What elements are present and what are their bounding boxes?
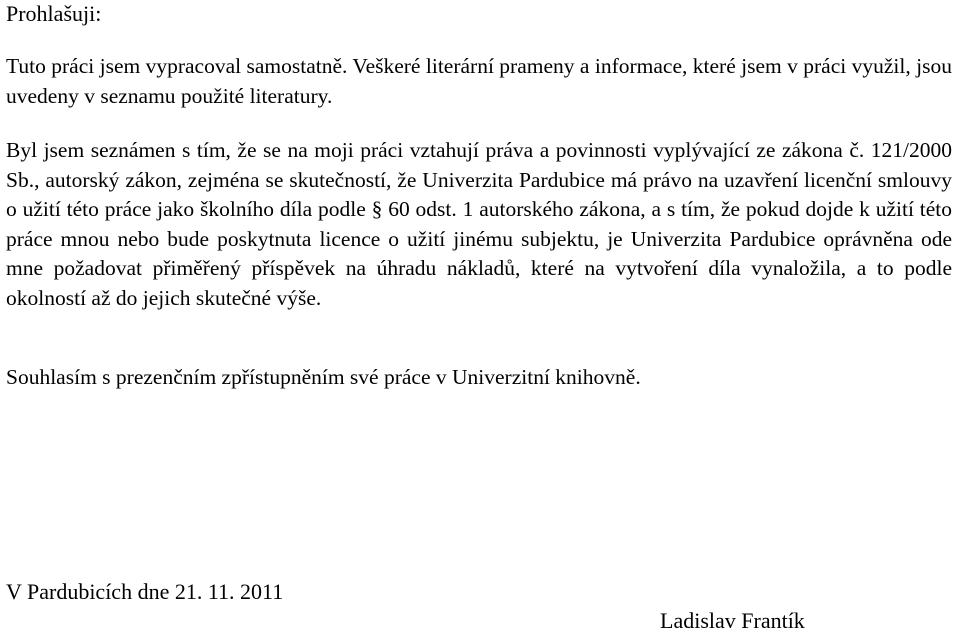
copyright-paragraph: Byl jsem seznámen s tím, že se na moji práci vztahují práva a povinnosti vyplývající ze zákona č. 121/2000 Sb., autorský zákon, zejména se skutečností, že Univerzita Pardubice má právo na uzavření licenční smlouvy o užití této práce jako školního díla podle § 60 odst. 1 autorského zákona, a s tím, že pokud dojde k užití této práce mnou nebo bude poskytnuta licence o užití jinému subjektu, je Univerzita Pardubice oprávněna ode mne požadovat přiměřený příspěvek na úhradu nákladů, které na vytvoření díla vynaložila, a to podle okolností až do jejich skutečné výše.: [6, 138, 952, 310]
library-consent-paragraph: Souhlasím s prezenčním zpřístupněním své práce v Univerzitní knihovně.: [6, 365, 641, 389]
author-signature: Ladislav Frantík: [660, 608, 805, 633]
place-and-date: V Pardubicích dne 21. 11. 2011: [6, 579, 284, 604]
originality-paragraph: Tuto práci jsem vypracoval samostatně. Veškeré literární prameny a informace, které jsem v práci využil, jsou uvedeny v seznamu použité literatury.: [6, 54, 952, 108]
declaration-heading: Prohlašuji:: [6, 1, 102, 26]
